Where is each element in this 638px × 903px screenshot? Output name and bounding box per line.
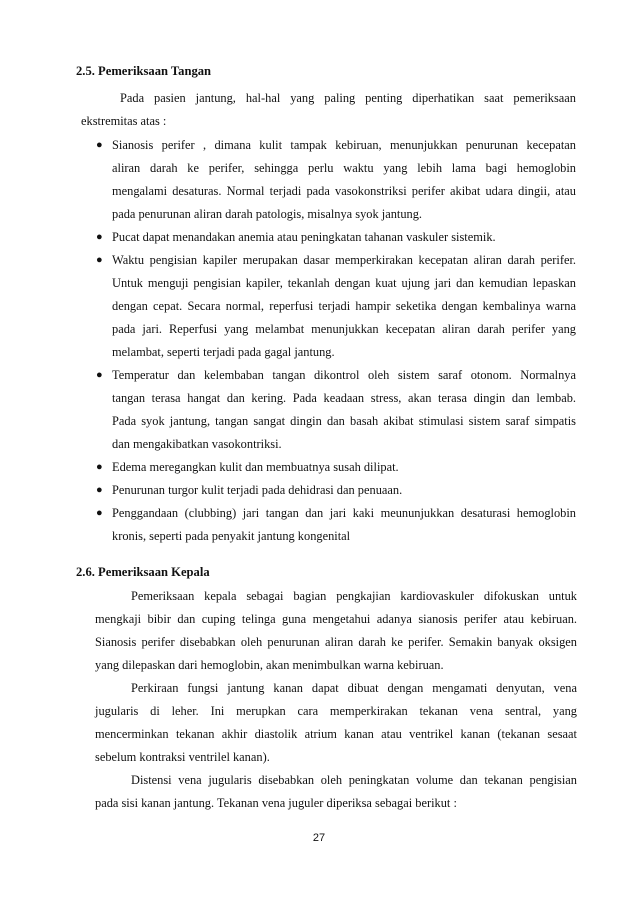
bullet-dot: ● [96,254,103,266]
bullet-dot: ● [96,461,103,473]
bullet-4-line-2: tangan terasa hangat dan kering. Pada keadaan stress, akan terasa dingin dan lembab. [112,391,576,405]
bullet-dot: ● [96,139,103,151]
para-1-line-4: yang dilepaskan dari hemoglobin, akan menimbulkan warna kebiruan. [95,658,444,672]
intro-line-2: ekstremitas atas : [81,114,167,128]
bullet-dot: ● [96,231,103,243]
page-number: 27 [312,832,326,844]
para-1-line-2: mengkaji bibir dan cuping telinga guna mengetahui adanya sianosis perifer atau kebiruan. [95,612,577,626]
para-1-line-3: Sianosis perifer disebabkan oleh penurunan aliran darah ke perifer. Semakin banyak oksigen [95,635,577,649]
bullet-1-line-4: pada penurunan aliran darah patologis, misalnya syok jantung. [112,207,423,221]
bullet-dot: ● [96,484,103,496]
bullet-3-line-1: Waktu pengisian kapiler merupakan dasar memperkirakan kecepatan aliran darah perifer. [112,253,576,267]
bullet-3-line-3: dengan cepat. Secara normal, reperfusi terjadi hampir seketika dengan kembalinya warna [112,299,576,313]
bullet-1-line-1: Sianosis perifer , dimana kulit tampak kebiruan, menunjukkan penurunan kecepatan [112,138,576,152]
bullet-3-line-4: pada jari. Reperfusi yang melambat menunjukkan kecepatan aliran darah perifer yang [112,322,576,336]
bullet-1-line-3: mengalami desaturas. Normal terjadi pada vasokonstriksi perifer akibat udara dingii, atau [112,184,576,198]
para-3-line-1: Distensi vena jugularis disebabkan oleh peningkatan volume dan tekanan pengisian [131,773,577,787]
section-heading-2-5: 2.5. Pemeriksaan Tangan [76,64,212,78]
intro-line-1: Pada pasien jantung, hal-hal yang paling penting diperhatikan saat pemeriksaan [120,91,576,105]
para-2-line-1: Perkiraan fungsi jantung kanan dapat dibuat dengan mengamati denyutan, vena [131,681,577,695]
bullet-dot: ● [96,507,103,519]
section-heading-2-6: 2.6. Pemeriksaan Kepala [76,565,210,579]
bullet-7-line-2: kronis, seperti pada penyakit jantung kongenital [112,529,351,543]
para-2-line-3: mencerminkan tekanan akhir diastolik atrium kanan atau ventrikel kanan (tekanan sesaat [95,727,577,741]
bullet-6-line-1: Penurunan turgor kulit terjadi pada dehidrasi dan penuaan. [112,483,403,497]
bullet-2-line-1: Pucat dapat menandakan anemia atau peningkatan tahanan vaskuler sistemik. [112,230,496,244]
bullet-5-line-1: Edema meregangkan kulit dan membuatnya susah dilipat. [112,460,399,474]
bullet-dot: ● [96,369,103,381]
bullet-4-line-1: Temperatur dan kelembaban tangan dikontrol oleh sistem saraf otonom. Normalnya [112,368,576,382]
bullet-7-line-1: Penggandaan (clubbing) jari tangan dan jari kaki meununjukkan desaturasi hemoglobin [112,506,576,520]
bullet-1-line-2: aliran darah ke perifer, sehingga perlu waktu yang lebih lama bagi hemoglobin [112,161,576,175]
para-1-line-1: Pemeriksaan kepala sebagai bagian pengkajian kardiovaskuler difokuskan untuk [131,589,577,603]
para-2-line-2: jugularis di leher. Ini merupkan cara memperkirakan tekanan vena sentral, yang [95,704,577,718]
bullet-4-line-3: Pada syok jantung, tangan sangat dingin dan basah akibat stimulasi sistem saraf simpatis [112,414,576,428]
bullet-3-line-5: melambat, seperti terjadi pada gagal jantung. [112,345,335,359]
para-2-line-4: sebelum kontraksi ventrilel kanan). [95,750,270,764]
bullet-4-line-4: dan mengakibatkan vasokontriksi. [112,437,282,451]
bullet-3-line-2: Untuk menguji pengisian kapiler, tekanlah dengan kuat ujung jari dan kemudian lepaskan [112,276,576,290]
para-3-line-2: pada sisi kanan jantung. Tekanan vena juguler diperiksa sebagai berikut : [95,796,457,810]
